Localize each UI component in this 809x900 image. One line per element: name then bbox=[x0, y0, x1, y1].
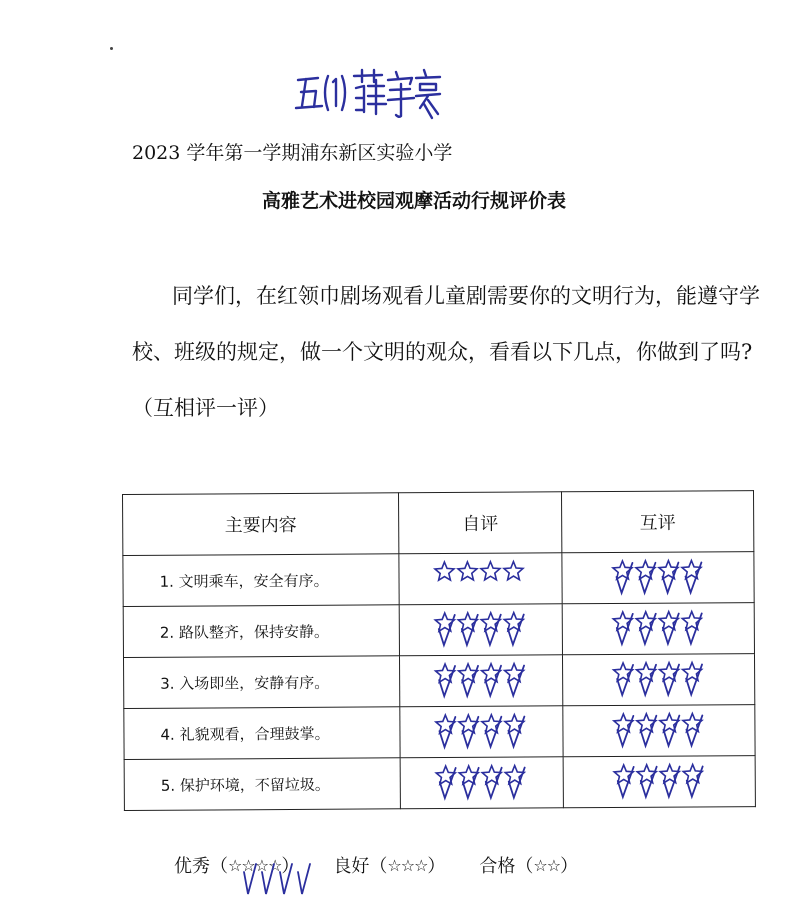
star-icon bbox=[458, 562, 477, 580]
table-row bbox=[123, 654, 754, 709]
check-mark-icon bbox=[298, 864, 310, 894]
peer-eval-stars bbox=[609, 658, 709, 701]
self-eval-cell bbox=[399, 655, 562, 707]
header-peer-eval: 互评 bbox=[561, 491, 753, 553]
handwritten-name-signature bbox=[292, 62, 442, 120]
peer-eval-cell bbox=[562, 654, 754, 706]
legend-excellent-label: 优秀（ bbox=[174, 856, 228, 877]
legend-pass-stars: ☆☆ bbox=[533, 855, 561, 875]
check-mark-icon bbox=[280, 864, 292, 894]
peer-eval-stars bbox=[608, 607, 708, 650]
legend-close-paren: ） bbox=[560, 856, 579, 877]
self-eval-stars bbox=[430, 558, 530, 601]
self-eval-cell bbox=[400, 706, 563, 758]
self-eval-cell bbox=[399, 604, 562, 656]
legend-pass bbox=[479, 852, 578, 878]
legend-excellent-stars: ☆☆☆☆ bbox=[228, 855, 282, 875]
row-content: 4. 礼貌观看，合理鼓掌。 bbox=[124, 707, 400, 760]
row-content: 3. 入场即坐，安静有序。 bbox=[123, 656, 399, 709]
table-row bbox=[123, 603, 754, 658]
self-eval-stars bbox=[431, 609, 531, 652]
legend-close-paren: ） bbox=[427, 856, 446, 877]
peer-eval-cell bbox=[562, 603, 754, 655]
check-mark-icon bbox=[244, 864, 256, 894]
star-icon bbox=[481, 562, 500, 580]
star-icon bbox=[435, 562, 454, 580]
self-eval-stars bbox=[431, 660, 531, 703]
intro-paragraph bbox=[132, 268, 782, 436]
header-self-eval: 自评 bbox=[398, 492, 561, 554]
form-title: 高雅艺术进校园观摩活动行规评价表 bbox=[262, 190, 567, 212]
table-row bbox=[124, 705, 755, 760]
header-main-content: 主要内容 bbox=[123, 493, 399, 556]
self-eval-stars bbox=[432, 762, 532, 805]
intro-line-2: 校、班级的规定，做一个文明的观众，看看以下几点，你做到了吗? bbox=[132, 340, 753, 364]
row-content: 1. 文明乘车，安全有序。 bbox=[123, 554, 399, 607]
legend-good-label: 良好（ bbox=[333, 856, 388, 877]
table-header-row bbox=[123, 491, 754, 556]
row-content: 2. 路队整齐，保持安静。 bbox=[123, 605, 399, 658]
legend-pass-label: 合格（ bbox=[479, 856, 534, 877]
peer-eval-cell bbox=[563, 705, 755, 757]
row-content: 5. 保护环境，不留垃圾。 bbox=[124, 758, 400, 811]
self-eval-cell bbox=[400, 757, 563, 809]
check-mark-icon bbox=[262, 864, 274, 894]
self-eval-cell bbox=[399, 553, 562, 605]
scan-dot bbox=[110, 47, 113, 50]
table-row bbox=[124, 756, 755, 811]
intro-line-1: 同学们，在红领巾剧场观看儿童剧需要你的文明行为，能遵守学 bbox=[172, 284, 760, 308]
legend-check-marks bbox=[236, 862, 326, 898]
legend-good bbox=[333, 852, 445, 878]
intro-line-3: （互相评一评） bbox=[132, 396, 279, 420]
school-semester-line: 2023 学年第一学期浦东新区实验小学 bbox=[132, 142, 453, 164]
peer-eval-stars bbox=[609, 709, 709, 752]
table-row bbox=[123, 552, 754, 607]
peer-eval-stars bbox=[608, 556, 708, 599]
peer-eval-cell bbox=[562, 552, 754, 604]
legend-good-stars: ☆☆☆ bbox=[387, 855, 428, 875]
legend-close-paren: ） bbox=[281, 856, 300, 877]
peer-eval-cell bbox=[563, 756, 755, 808]
evaluation-table bbox=[122, 490, 756, 811]
star-icon bbox=[504, 562, 523, 580]
self-eval-stars bbox=[431, 711, 531, 754]
peer-eval-stars bbox=[609, 760, 709, 803]
